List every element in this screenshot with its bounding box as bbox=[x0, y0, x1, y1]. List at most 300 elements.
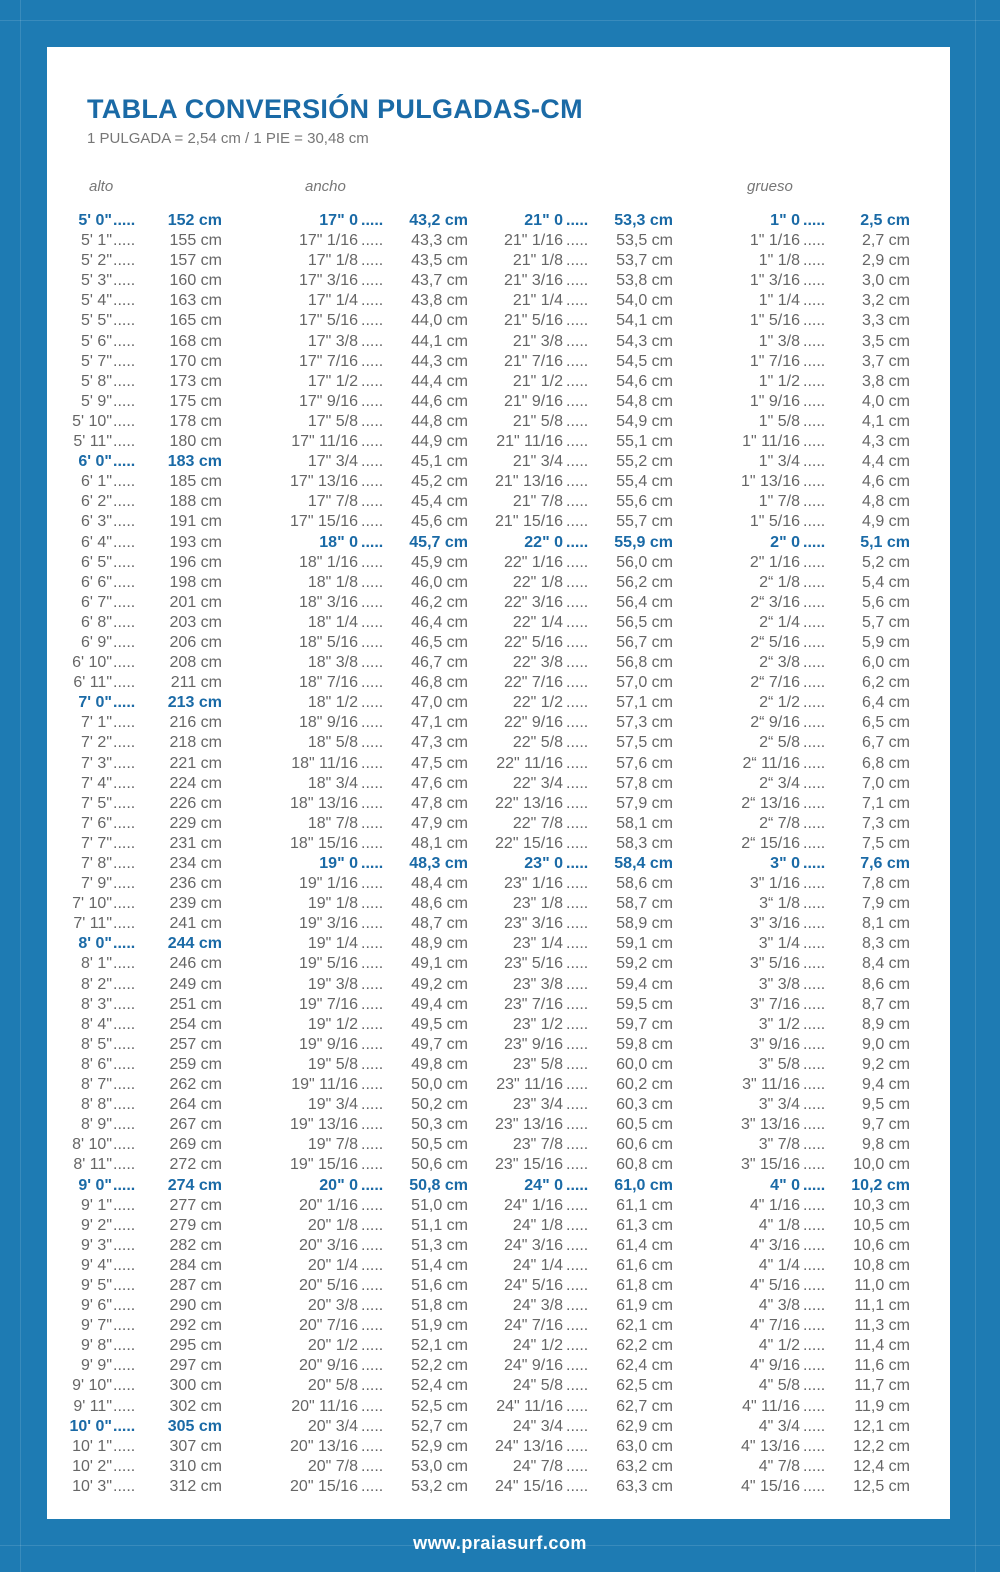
inch-value: 22" 11/16 bbox=[496, 754, 563, 772]
cm-value: 62,9 cm bbox=[616, 1417, 673, 1435]
cm-value: 196 cm bbox=[169, 553, 222, 571]
dot-leader: ..... bbox=[803, 1256, 826, 1274]
cm-value: 48,1 cm bbox=[411, 834, 468, 852]
inch-value: 3" 0 bbox=[770, 855, 800, 872]
dot-leader: ..... bbox=[566, 412, 589, 430]
page-title: TABLA CONVERSIÓN PULGADAS-CM bbox=[87, 94, 583, 124]
dot-leader: ..... bbox=[361, 1156, 384, 1174]
cm-value: 60,5 cm bbox=[616, 1116, 673, 1134]
table-row bbox=[25, 251, 222, 271]
dot-leader: ..... bbox=[361, 513, 384, 531]
dot-leader: ..... bbox=[566, 553, 589, 571]
table-row bbox=[478, 1095, 673, 1115]
dot-leader: ..... bbox=[566, 1417, 589, 1435]
inch-value: 2“ 5/16 bbox=[750, 633, 800, 651]
inch-value: 8' 5" bbox=[81, 1035, 112, 1053]
cm-value: 8,9 cm bbox=[861, 1015, 910, 1033]
inch-value: 19" 7/8 bbox=[307, 1136, 358, 1154]
table-row bbox=[25, 995, 222, 1015]
cm-value: 55,9 cm bbox=[614, 533, 673, 551]
cm-value: 45,7 cm bbox=[409, 533, 468, 551]
dot-leader: ..... bbox=[361, 613, 384, 631]
header-alto: alto bbox=[89, 178, 114, 195]
inch-value: 5' 0" bbox=[78, 212, 112, 229]
cm-value: 46,8 cm bbox=[411, 674, 468, 692]
cm-value: 6,5 cm bbox=[861, 714, 910, 732]
table-row bbox=[478, 392, 673, 412]
table-row bbox=[715, 311, 910, 331]
column-grueso bbox=[715, 211, 910, 1497]
cm-value: 50,2 cm bbox=[411, 1096, 468, 1114]
table-row bbox=[478, 1437, 673, 1457]
table-row bbox=[25, 1457, 222, 1477]
cm-value: 178 cm bbox=[169, 412, 222, 430]
cm-value: 10,6 cm bbox=[853, 1236, 910, 1254]
table-row bbox=[273, 1196, 468, 1216]
inch-value: 20" 1/4 bbox=[307, 1256, 358, 1274]
inch-value: 7' 8" bbox=[81, 855, 112, 872]
table-row bbox=[715, 995, 910, 1015]
table-row bbox=[273, 995, 468, 1015]
cm-value: 185 cm bbox=[169, 473, 222, 491]
inch-value: 9' 10" bbox=[72, 1377, 112, 1395]
dot-leader: ..... bbox=[361, 292, 384, 310]
dot-leader: ..... bbox=[803, 1337, 826, 1355]
inch-value: 8' 3" bbox=[81, 995, 112, 1013]
table-row bbox=[478, 211, 673, 231]
inch-value: 19" 3/4 bbox=[307, 1096, 358, 1114]
inch-value: 2“ 11/16 bbox=[742, 754, 800, 772]
cm-value: 50,5 cm bbox=[411, 1136, 468, 1154]
inch-value: 18" 3/16 bbox=[298, 593, 358, 611]
cm-value: 9,5 cm bbox=[861, 1096, 910, 1114]
cm-value: 62,5 cm bbox=[616, 1377, 673, 1395]
table-row bbox=[715, 1376, 910, 1396]
table-row bbox=[715, 814, 910, 834]
cm-value: 155 cm bbox=[169, 232, 222, 250]
inch-value: 8' 6" bbox=[81, 1055, 112, 1073]
dot-leader: ..... bbox=[566, 473, 589, 491]
table-row bbox=[273, 271, 468, 291]
dot-leader: ..... bbox=[361, 633, 384, 651]
table-row bbox=[273, 733, 468, 753]
dot-leader: ..... bbox=[566, 1176, 589, 1194]
inch-value: 22" 3/8 bbox=[512, 654, 563, 672]
table-row bbox=[478, 995, 673, 1015]
dot-leader: ..... bbox=[361, 1015, 384, 1033]
cm-value: 63,2 cm bbox=[616, 1457, 673, 1475]
inch-value: 17" 0 bbox=[319, 212, 358, 229]
table-row bbox=[25, 352, 222, 372]
inch-value: 22" 1/2 bbox=[512, 694, 563, 712]
table-row bbox=[715, 1155, 910, 1175]
cm-value: 52,7 cm bbox=[411, 1417, 468, 1435]
dot-leader: ..... bbox=[803, 433, 826, 451]
inch-value: 5' 1" bbox=[81, 232, 112, 250]
table-row bbox=[25, 271, 222, 291]
inch-value: 19" 13/16 bbox=[290, 1116, 358, 1134]
inch-value: 23" 7/8 bbox=[512, 1136, 563, 1154]
inch-value: 4" 15/16 bbox=[740, 1477, 800, 1495]
inch-value: 7' 9" bbox=[81, 875, 112, 893]
dot-leader: ..... bbox=[113, 1317, 136, 1335]
cm-value: 2,9 cm bbox=[861, 252, 910, 270]
inch-value: 21" 0 bbox=[524, 212, 563, 229]
cm-value: 4,1 cm bbox=[861, 412, 910, 430]
cm-value: 53,8 cm bbox=[616, 272, 673, 290]
inch-value: 23" 3/4 bbox=[512, 1096, 563, 1114]
cm-value: 60,2 cm bbox=[616, 1076, 673, 1094]
inch-value: 18" 11/16 bbox=[291, 754, 358, 772]
inch-value: 4" 11/16 bbox=[742, 1397, 800, 1415]
cm-value: 63,3 cm bbox=[616, 1477, 673, 1495]
inch-value: 18" 7/8 bbox=[307, 814, 358, 832]
dot-leader: ..... bbox=[361, 252, 384, 270]
dot-leader: ..... bbox=[113, 1337, 136, 1355]
cm-value: 47,9 cm bbox=[411, 814, 468, 832]
table-row bbox=[273, 774, 468, 794]
dot-leader: ..... bbox=[803, 1096, 826, 1114]
inch-value: 24" 3/4 bbox=[512, 1417, 563, 1435]
table-row bbox=[715, 1075, 910, 1095]
dot-leader: ..... bbox=[361, 895, 384, 913]
cm-value: 59,4 cm bbox=[616, 975, 673, 993]
table-row bbox=[478, 834, 673, 854]
dot-leader: ..... bbox=[113, 1397, 136, 1415]
inch-value: 5' 5" bbox=[81, 312, 112, 330]
table-row bbox=[273, 1075, 468, 1095]
dot-leader: ..... bbox=[113, 212, 136, 229]
dot-leader: ..... bbox=[803, 995, 826, 1013]
inch-value: 21" 1/2 bbox=[512, 372, 563, 390]
dot-leader: ..... bbox=[361, 453, 384, 471]
inch-value: 17" 7/8 bbox=[307, 493, 358, 511]
cm-value: 3,2 cm bbox=[861, 292, 910, 310]
dot-leader: ..... bbox=[361, 814, 384, 832]
dot-leader: ..... bbox=[566, 392, 589, 410]
cm-value: 7,0 cm bbox=[861, 774, 910, 792]
table-row bbox=[273, 533, 468, 553]
dot-leader: ..... bbox=[361, 1196, 384, 1214]
inch-value: 5' 3" bbox=[81, 272, 112, 290]
inch-value: 3" 1/16 bbox=[749, 875, 800, 893]
table-row bbox=[25, 1417, 222, 1437]
table-row bbox=[273, 372, 468, 392]
table-row bbox=[478, 954, 673, 974]
cm-value: 58,6 cm bbox=[616, 875, 673, 893]
inch-value: 4" 1/16 bbox=[749, 1196, 800, 1214]
table-row bbox=[478, 975, 673, 995]
dot-leader: ..... bbox=[113, 1096, 136, 1114]
inch-value: 21" 15/16 bbox=[495, 513, 563, 531]
cm-value: 4,8 cm bbox=[861, 493, 910, 511]
dot-leader: ..... bbox=[361, 855, 384, 872]
cm-value: 201 cm bbox=[169, 593, 222, 611]
cm-value: 221 cm bbox=[169, 754, 222, 772]
table-row bbox=[478, 332, 673, 352]
dot-leader: ..... bbox=[803, 1076, 826, 1094]
dot-leader: ..... bbox=[361, 212, 384, 229]
table-row bbox=[25, 1276, 222, 1296]
inch-value: 21" 1/8 bbox=[512, 252, 563, 270]
inch-value: 22" 5/8 bbox=[512, 734, 563, 752]
cm-value: 7,6 cm bbox=[860, 855, 910, 872]
inch-value: 18" 1/2 bbox=[307, 694, 358, 712]
cm-value: 302 cm bbox=[169, 1397, 222, 1415]
inch-value: 5' 10" bbox=[72, 412, 112, 430]
inch-value: 18" 15/16 bbox=[290, 834, 358, 852]
table-row bbox=[273, 653, 468, 673]
cm-value: 234 cm bbox=[169, 855, 222, 872]
table-row bbox=[273, 894, 468, 914]
table-row bbox=[273, 754, 468, 774]
inch-value: 2“ 1/2 bbox=[759, 694, 800, 712]
inch-value: 1" 1/8 bbox=[758, 252, 800, 270]
cm-value: 51,3 cm bbox=[411, 1236, 468, 1254]
cm-value: 57,5 cm bbox=[616, 734, 673, 752]
cm-value: 54,5 cm bbox=[616, 352, 673, 370]
dot-leader: ..... bbox=[803, 1055, 826, 1073]
dot-leader: ..... bbox=[566, 674, 589, 692]
table-row bbox=[478, 794, 673, 814]
cm-value: 62,4 cm bbox=[616, 1357, 673, 1375]
table-row bbox=[273, 472, 468, 492]
dot-leader: ..... bbox=[803, 1035, 826, 1053]
inch-value: 5' 9" bbox=[81, 392, 112, 410]
table-row bbox=[25, 392, 222, 412]
cm-value: 56,0 cm bbox=[616, 553, 673, 571]
website-footer: www.praiasurf.com bbox=[413, 1533, 587, 1553]
inch-value: 2“ 1/8 bbox=[759, 573, 800, 591]
inch-value: 9' 2" bbox=[81, 1216, 112, 1234]
inch-value: 20" 3/16 bbox=[298, 1236, 358, 1254]
dot-leader: ..... bbox=[113, 734, 136, 752]
inch-value: 17" 5/16 bbox=[298, 312, 358, 330]
dot-leader: ..... bbox=[113, 332, 136, 350]
inch-value: 17" 1/8 bbox=[307, 252, 358, 270]
cm-value: 241 cm bbox=[169, 915, 222, 933]
dot-leader: ..... bbox=[566, 1096, 589, 1114]
dot-leader: ..... bbox=[113, 1357, 136, 1375]
inch-value: 3" 7/16 bbox=[749, 995, 800, 1013]
cm-value: 56,2 cm bbox=[616, 573, 673, 591]
table-row bbox=[25, 713, 222, 733]
cm-value: 244 cm bbox=[167, 935, 222, 953]
inch-value: 6' 9" bbox=[81, 633, 112, 651]
table-row bbox=[478, 492, 673, 512]
table-row bbox=[715, 593, 910, 613]
inch-value: 24" 7/8 bbox=[512, 1457, 563, 1475]
cm-value: 8,4 cm bbox=[861, 955, 910, 973]
inch-value: 24" 3/8 bbox=[512, 1297, 563, 1315]
dot-leader: ..... bbox=[803, 935, 826, 953]
table-row bbox=[25, 1176, 222, 1196]
cm-value: 9,8 cm bbox=[861, 1136, 910, 1154]
inch-value: 18" 1/16 bbox=[298, 553, 358, 571]
table-row bbox=[25, 492, 222, 512]
dot-leader: ..... bbox=[361, 1437, 384, 1455]
table-row bbox=[25, 1376, 222, 1396]
inch-value: 4" 7/16 bbox=[749, 1317, 800, 1335]
dot-leader: ..... bbox=[113, 875, 136, 893]
dot-leader: ..... bbox=[566, 232, 589, 250]
cm-value: 58,4 cm bbox=[614, 855, 673, 872]
dot-leader: ..... bbox=[361, 533, 384, 551]
inch-value: 6' 8" bbox=[81, 613, 112, 631]
table-row bbox=[25, 1055, 222, 1075]
cm-value: 277 cm bbox=[169, 1196, 222, 1214]
table-row bbox=[273, 332, 468, 352]
inch-value: 4" 7/8 bbox=[758, 1457, 800, 1475]
dot-leader: ..... bbox=[113, 1176, 136, 1194]
cm-value: 44,3 cm bbox=[411, 352, 468, 370]
cm-value: 53,2 cm bbox=[411, 1477, 468, 1495]
inch-value: 23" 5/16 bbox=[503, 955, 563, 973]
dot-leader: ..... bbox=[566, 292, 589, 310]
inch-value: 1" 3/16 bbox=[749, 272, 800, 290]
cm-value: 312 cm bbox=[169, 1477, 222, 1495]
cm-value: 43,8 cm bbox=[411, 292, 468, 310]
cm-value: 45,1 cm bbox=[411, 453, 468, 471]
cm-value: 3,5 cm bbox=[861, 332, 910, 350]
inch-value: 23" 1/16 bbox=[503, 875, 563, 893]
dot-leader: ..... bbox=[361, 915, 384, 933]
table-row bbox=[273, 1356, 468, 1376]
dot-leader: ..... bbox=[803, 1357, 826, 1375]
dot-leader: ..... bbox=[566, 754, 589, 772]
dot-leader: ..... bbox=[361, 1477, 384, 1495]
table-row bbox=[715, 1276, 910, 1296]
cm-value: 193 cm bbox=[169, 533, 222, 551]
cm-value: 48,7 cm bbox=[411, 915, 468, 933]
dot-leader: ..... bbox=[566, 1256, 589, 1274]
dot-leader: ..... bbox=[566, 1116, 589, 1134]
inch-value: 1" 3/8 bbox=[758, 332, 800, 350]
cm-value: 61,1 cm bbox=[616, 1196, 673, 1214]
dot-leader: ..... bbox=[566, 493, 589, 511]
table-row bbox=[273, 392, 468, 412]
dot-leader: ..... bbox=[113, 714, 136, 732]
table-row bbox=[25, 553, 222, 573]
dot-leader: ..... bbox=[566, 1337, 589, 1355]
table-row bbox=[273, 934, 468, 954]
table-row bbox=[478, 291, 673, 311]
table-row bbox=[478, 1176, 673, 1196]
cm-value: 55,4 cm bbox=[616, 473, 673, 491]
dot-leader: ..... bbox=[113, 312, 136, 330]
table-row bbox=[273, 1155, 468, 1175]
dot-leader: ..... bbox=[113, 834, 136, 852]
cm-value: 163 cm bbox=[169, 292, 222, 310]
blueprint-line bbox=[975, 0, 976, 1572]
table-row bbox=[715, 653, 910, 673]
cm-value: 51,9 cm bbox=[411, 1317, 468, 1335]
inch-value: 22" 9/16 bbox=[503, 714, 563, 732]
inch-value: 18" 7/16 bbox=[298, 674, 358, 692]
dot-leader: ..... bbox=[566, 794, 589, 812]
table-row bbox=[273, 492, 468, 512]
table-row bbox=[715, 1356, 910, 1376]
table-row bbox=[478, 713, 673, 733]
dot-leader: ..... bbox=[566, 694, 589, 712]
inch-value: 20" 7/8 bbox=[307, 1457, 358, 1475]
inch-value: 9' 6" bbox=[81, 1297, 112, 1315]
inch-value: 2" 0 bbox=[770, 533, 800, 551]
table-row bbox=[478, 633, 673, 653]
inch-value: 4" 3/16 bbox=[749, 1236, 800, 1254]
cm-value: 279 cm bbox=[169, 1216, 222, 1234]
inch-value: 21" 9/16 bbox=[503, 392, 563, 410]
table-row bbox=[25, 1035, 222, 1055]
inch-value: 2“ 15/16 bbox=[741, 834, 800, 852]
cm-value: 249 cm bbox=[169, 975, 222, 993]
dot-leader: ..... bbox=[566, 915, 589, 933]
cm-value: 44,8 cm bbox=[411, 412, 468, 430]
inch-value: 20" 1/2 bbox=[307, 1337, 358, 1355]
inch-value: 7' 11" bbox=[73, 915, 112, 933]
cm-value: 45,9 cm bbox=[411, 553, 468, 571]
dot-leader: ..... bbox=[803, 372, 826, 390]
table-row bbox=[273, 311, 468, 331]
table-row bbox=[273, 231, 468, 251]
table-row bbox=[25, 774, 222, 794]
inch-value: 17" 5/8 bbox=[307, 412, 358, 430]
dot-leader: ..... bbox=[566, 955, 589, 973]
dot-leader: ..... bbox=[113, 1116, 136, 1134]
cm-value: 236 cm bbox=[169, 875, 222, 893]
dot-leader: ..... bbox=[566, 332, 589, 350]
dot-leader: ..... bbox=[803, 1276, 826, 1294]
table-row bbox=[25, 1196, 222, 1216]
table-row bbox=[715, 231, 910, 251]
table-row bbox=[715, 1236, 910, 1256]
table-row bbox=[273, 1437, 468, 1457]
table-row bbox=[273, 1457, 468, 1477]
dot-leader: ..... bbox=[566, 272, 589, 290]
table-row bbox=[478, 934, 673, 954]
inch-value: 17" 1/2 bbox=[307, 372, 358, 390]
cm-value: 57,9 cm bbox=[616, 794, 673, 812]
dot-leader: ..... bbox=[566, 1015, 589, 1033]
cm-value: 4,6 cm bbox=[861, 473, 910, 491]
table-row bbox=[478, 1135, 673, 1155]
dot-leader: ..... bbox=[566, 593, 589, 611]
inch-value: 6' 6" bbox=[81, 573, 112, 591]
inch-value: 22" 13/16 bbox=[495, 794, 563, 812]
dot-leader: ..... bbox=[113, 1156, 136, 1174]
cm-value: 173 cm bbox=[169, 372, 222, 390]
cm-value: 61,6 cm bbox=[616, 1256, 673, 1274]
cm-value: 7,5 cm bbox=[861, 834, 910, 852]
table-row bbox=[478, 352, 673, 372]
dot-leader: ..... bbox=[803, 1437, 826, 1455]
inch-value: 23" 11/16 bbox=[496, 1076, 563, 1094]
cm-value: 231 cm bbox=[169, 834, 222, 852]
dot-leader: ..... bbox=[803, 553, 826, 571]
inch-value: 23" 1/8 bbox=[512, 895, 563, 913]
cm-value: 51,4 cm bbox=[411, 1256, 468, 1274]
cm-value: 56,5 cm bbox=[616, 613, 673, 631]
table-row bbox=[273, 1095, 468, 1115]
dot-leader: ..... bbox=[566, 1156, 589, 1174]
dot-leader: ..... bbox=[803, 513, 826, 531]
inch-value: 22" 5/16 bbox=[503, 633, 563, 651]
cm-value: 62,2 cm bbox=[616, 1337, 673, 1355]
inch-value: 22" 0 bbox=[524, 533, 563, 551]
cm-value: 262 cm bbox=[169, 1076, 222, 1094]
cm-value: 63,0 cm bbox=[616, 1437, 673, 1455]
table-row bbox=[478, 1296, 673, 1316]
